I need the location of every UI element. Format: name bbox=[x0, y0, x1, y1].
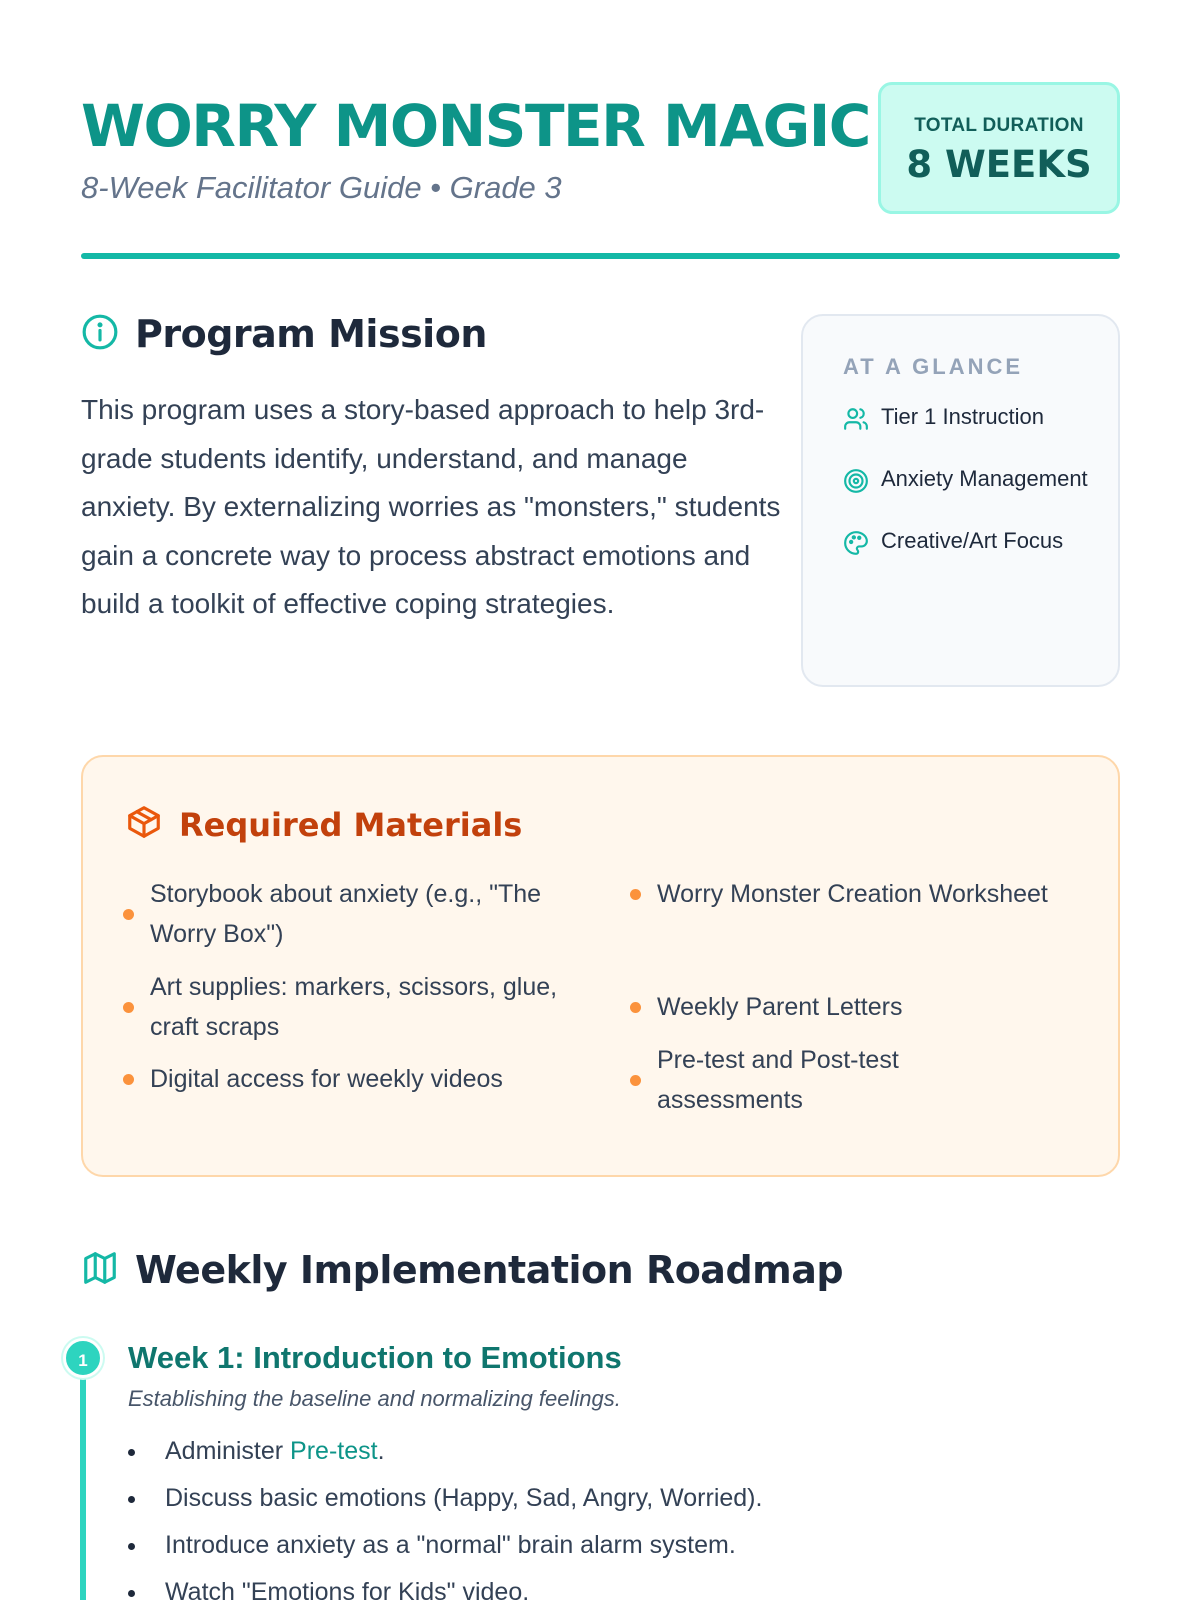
glance-item-label: Anxiety Management bbox=[881, 466, 1088, 491]
material-label: Worry Monster Creation Worksheet bbox=[657, 880, 1048, 908]
at-a-glance-card bbox=[801, 314, 1120, 687]
material-label: Storybook about anxiety (e.g., "The Worry Box") bbox=[150, 880, 542, 948]
glance-item-label: Creative/Art Focus bbox=[881, 528, 1064, 553]
mission-text: This program uses a story-based approach to help 3rd-grade students identify, understand, and manage anxiety. By externalizing worries as "monsters," students gain a concrete way to process abstract emotions and build a toolkit of effective coping strategies. bbox=[81, 394, 781, 619]
materials-title: Required Materials bbox=[179, 805, 523, 844]
page-header bbox=[81, 82, 1120, 262]
bullet-dot bbox=[630, 889, 641, 900]
week-title: Week 1: Introduction to Emotions bbox=[128, 1340, 622, 1375]
material-label: Digital access for weekly videos bbox=[150, 1065, 503, 1093]
activity-text: Introduce anxiety as a "normal" brain alarm system. bbox=[165, 1531, 736, 1559]
roadmap-title: Weekly Implementation Roadmap bbox=[135, 1248, 844, 1292]
glance-item-tier bbox=[843, 400, 1088, 442]
target-icon bbox=[843, 462, 869, 504]
list-item bbox=[128, 1475, 762, 1522]
mission-title: Program Mission bbox=[135, 312, 487, 356]
bullet-dot bbox=[630, 1002, 641, 1013]
duration-label: TOTAL DURATION bbox=[914, 115, 1084, 136]
header-divider bbox=[81, 253, 1120, 259]
list-item bbox=[128, 1569, 762, 1600]
timeline-line bbox=[80, 1348, 86, 1600]
activity-text: Watch "Emotions for Kids" video. bbox=[165, 1578, 530, 1600]
bullet-dot bbox=[630, 1075, 641, 1086]
bullet-dot bbox=[123, 909, 134, 920]
materials-heading bbox=[125, 803, 522, 846]
mission-heading bbox=[81, 312, 781, 356]
list-item bbox=[128, 1428, 762, 1475]
list-item bbox=[630, 874, 1050, 914]
list-item bbox=[123, 874, 563, 954]
week-subtitle: Establishing the baseline and normalizing feelings. bbox=[128, 1386, 621, 1411]
glance-item-anxiety bbox=[843, 462, 1088, 504]
week-activities-list bbox=[128, 1428, 762, 1600]
required-materials-card bbox=[81, 755, 1120, 1177]
info-circle-icon bbox=[81, 313, 119, 356]
glance-item-creative bbox=[843, 524, 1088, 566]
list-item bbox=[630, 1040, 1050, 1120]
page-title: WORRY MONSTER MAGIC bbox=[81, 92, 870, 160]
duration-value: 8 WEEKS bbox=[906, 143, 1092, 186]
bullet-dot bbox=[123, 1074, 134, 1085]
package-icon bbox=[125, 803, 163, 846]
list-item bbox=[123, 967, 563, 1047]
page-subtitle: 8-Week Facilitator Guide • Grade 3 bbox=[81, 170, 562, 205]
list-item bbox=[630, 987, 1050, 1027]
activity-text: Discuss basic emotions (Happy, Sad, Angry, Worried). bbox=[165, 1484, 763, 1512]
list-item bbox=[123, 1059, 583, 1099]
week-number-badge: 1 bbox=[63, 1338, 103, 1378]
material-label: Art supplies: markers, scissors, glue, craft scraps bbox=[150, 973, 558, 1041]
program-mission-section bbox=[81, 312, 781, 629]
map-icon bbox=[81, 1249, 119, 1292]
bullet-dot bbox=[123, 1002, 134, 1013]
material-label: Pre-test and Post-test assessments bbox=[657, 1046, 899, 1114]
list-item bbox=[128, 1522, 762, 1569]
users-icon bbox=[843, 400, 869, 442]
activity-text-end: . bbox=[377, 1437, 385, 1465]
glance-item-label: Tier 1 Instruction bbox=[881, 404, 1045, 429]
palette-icon bbox=[843, 524, 869, 566]
duration-badge bbox=[878, 82, 1120, 214]
activity-text: Administer bbox=[165, 1437, 291, 1465]
glance-title: AT A GLANCE bbox=[843, 354, 1024, 379]
activity-highlight: Pre-test bbox=[290, 1437, 378, 1465]
roadmap-heading bbox=[81, 1248, 843, 1292]
material-label: Weekly Parent Letters bbox=[657, 993, 903, 1021]
